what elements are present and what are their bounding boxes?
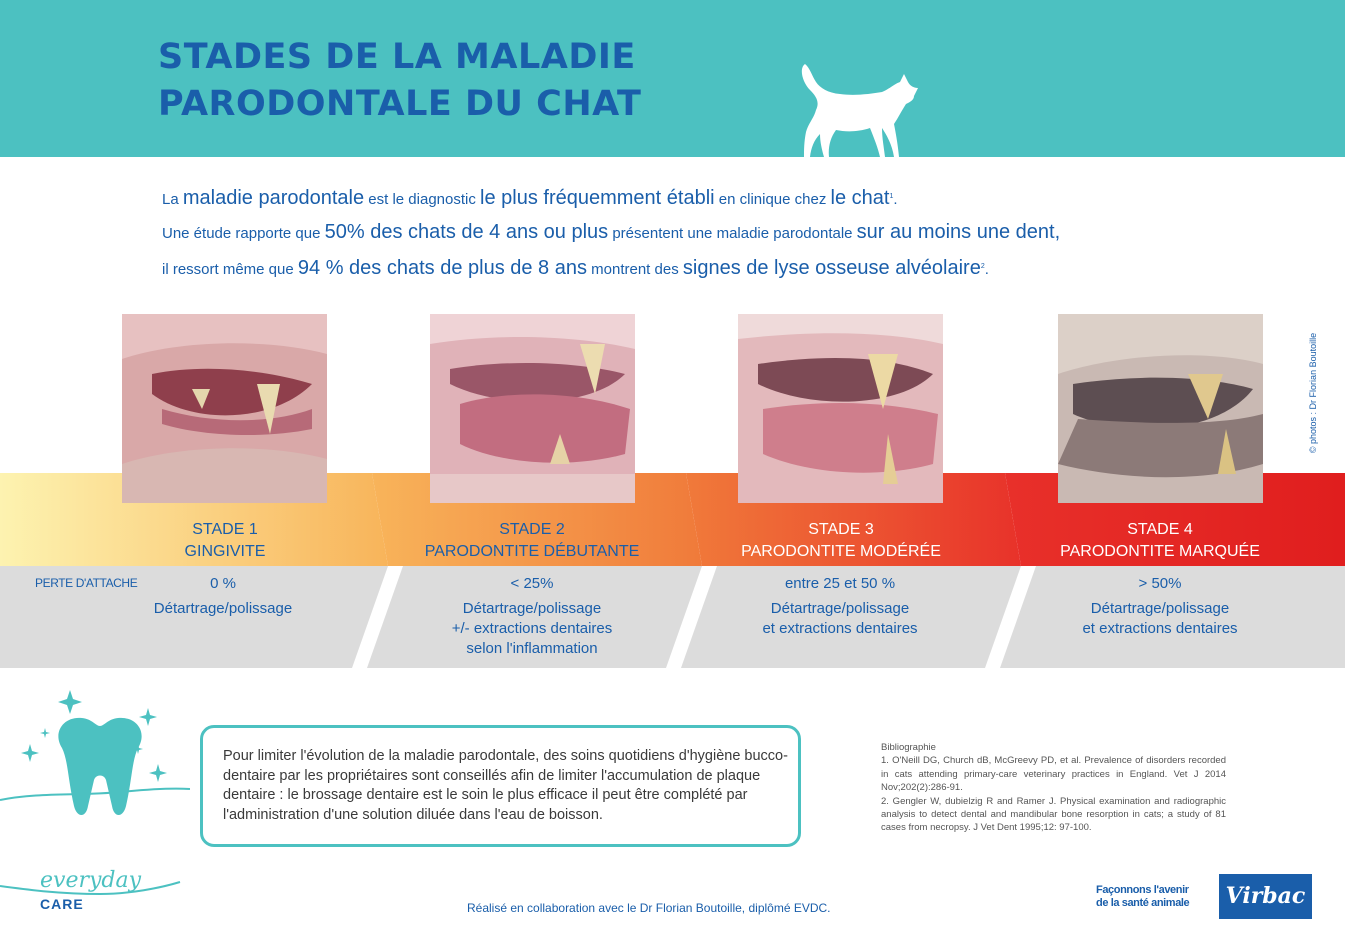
- page-title: [158, 34, 641, 128]
- bibliography-ref-1: 1. O'Neill DG, Church dB, McGreevy PD, et al. Prevalence of disorders recorded in cats attending primary-care veterinary practices in England. Vet J 2014 Nov;202(2):286-91.: [881, 755, 1226, 794]
- stage-1-percent: 0 %: [210, 575, 236, 592]
- advice-box: Pour limiter l'évolution de la maladie parodontale, des soins quotidiens d'hygiène bucco-dentaire par les propriétaires sont conseillés afin de limiter l'accumulation de plaque dentaire : le brossage dentaire est le soin le plus efficace il peut être complété par l'administration d'une solution diluée dans l'eau de boisson.: [200, 725, 801, 847]
- cat-silhouette-icon: [790, 58, 925, 158]
- stage-4-photo: [1058, 314, 1263, 503]
- stage-2-percent: < 25%: [510, 575, 554, 592]
- stage-3-info: entre 25 et 50 % Détartrage/polissage et extractions dentaires: [720, 574, 960, 639]
- photo-credit: © photos : Dr Florian Boutoille: [1308, 332, 1318, 454]
- stage-2-photo: [430, 314, 635, 503]
- stage-3-label: STADE 3 PARODONTITE MODÉRÉE: [741, 521, 941, 560]
- bibliography-ref-2: 2. Gengler W, dubielzig R and Ramer J. Physical examination and radiographic analysis to detect dental and mandibular bone resorption in cats; a study of 81 cases from necropsy. J Vet Dent 1995;12: 97-100.: [881, 795, 1226, 834]
- stage-4-label: STADE 4 PARODONTITE MARQUÉE: [1060, 521, 1260, 560]
- stage-2-info: < 25% Détartrage/polissage +/- extractions dentaires selon l'inflammation: [412, 574, 652, 659]
- virbac-logo: Virbac: [1219, 874, 1312, 919]
- bibliography: [881, 741, 1226, 835]
- everyday-care-logo: [0, 868, 185, 918]
- stage-1-photo: [122, 314, 327, 503]
- header-banner: [0, 0, 1345, 157]
- intro-line-3: il ressort même que 94 % des chats de plus de 8 ans montrent des signes de lyse osseuse alvéolaire$^2$.: [162, 257, 989, 279]
- title-line-2: PARODONTALE DU CHAT: [158, 84, 642, 124]
- footer-credit: Réalisé en collaboration avec le Dr Florian Boutoille, diplômé EVDC.: [467, 901, 831, 915]
- intro-line-2: Une étude rapporte que 50% des chats de 4 ans ou plus présentent une maladie parodontale sur au moins une dent,: [162, 221, 1061, 243]
- perte-attache-label: PERTE D'ATTACHE: [35, 576, 138, 590]
- tooth-sparkle-icon: [0, 688, 190, 838]
- intro-text: [162, 180, 1222, 286]
- everyday-text: everyday: [40, 868, 142, 893]
- stage-4-info: > 50% Détartrage/polissage et extractions dentaires: [1040, 574, 1280, 639]
- bibliography-title: Bibliographie: [881, 742, 936, 753]
- stage-4-percent: > 50%: [1138, 575, 1182, 592]
- stage-3-photo: [738, 314, 943, 503]
- care-text: CARE: [40, 896, 84, 912]
- stage-1-info: 0 % Détartrage/polissage: [123, 574, 323, 619]
- stage-3-percent: entre 25 et 50 %: [784, 575, 896, 592]
- stage-2-label: STADE 2 PARODONTITE DÉBUTANTE: [424, 521, 640, 560]
- intro-line-1: La maladie parodontale est le diagnostic le plus fréquemment établi en clinique chez le chat$^1$.: [162, 187, 898, 209]
- stage-1-label: STADE 1 GINGIVITE: [184, 521, 266, 560]
- virbac-tagline: Façonnons l'avenir de la santé animale: [1096, 884, 1190, 909]
- title-line-1: STADES DE LA MALADIE: [158, 37, 636, 77]
